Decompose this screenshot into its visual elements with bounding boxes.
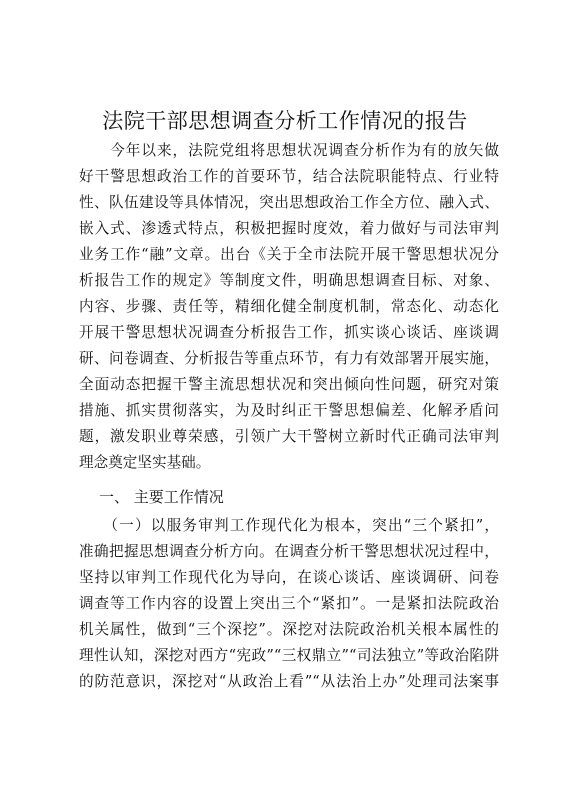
paragraph-line: 嵌入式、渗透式特点，积极把握时度效，着力做好与司法审判 (79, 220, 499, 237)
paragraph-line: 措施、抓实贯彻落实，为及时纠正干警思想偏差、化解矛盾问 (79, 402, 499, 419)
paragraph-line: 业务工作“融”文章。出台《关于全市法院开展干警思想状况分 (79, 246, 499, 263)
paragraph-line: 析报告工作的规定》等制度文件，明确思想调查目标、对象、 (79, 272, 499, 289)
paragraph-line: 研、问卷调查、分析报告等重点环节，有力有效部署开展实施， (79, 350, 499, 367)
paragraph-line: 理性认知，深挖对西方“宪政”“三权鼎立”“司法独立”等政治陷阱 (79, 647, 499, 664)
paragraph-line: （一）以服务审判工作现代化为根本，突出“三个紧扣”， (79, 517, 499, 534)
paragraph-line: 性、队伍建设等具体情况，突出思想政治工作全方位、融入式、 (79, 194, 499, 211)
paragraph-line: 坚持以审判工作现代化为导向，在谈心谈话、座谈调研、问卷 (79, 569, 499, 586)
paragraph-line: 准确把握思想调查分析方向。在调查分析干警思想状况过程中， (79, 543, 499, 560)
paragraph-line: 理念奠定坚实基础。 (79, 454, 211, 471)
paragraph-line: 题，激发职业尊荣感，引领广大干警树立新时代正确司法审判 (79, 428, 499, 445)
section-heading: 一、 主要工作情况 (99, 488, 224, 506)
paragraph-line: 全面动态把握干警主流思想状况和突出倾向性问题，研究对策 (79, 376, 499, 393)
paragraph-line: 调查等工作内容的设置上突出三个“紧扣”。一是紧扣法院政治 (79, 595, 499, 612)
paragraph-line: 内容、步骤、责任等，精细化健全制度机制，常态化、动态化 (79, 298, 499, 315)
document-title: 法院干部思想调查分析工作情况的报告 (102, 109, 468, 133)
paragraph-line: 机关属性，做到“三个深挖”。深挖对法院政治机关根本属性的 (79, 621, 499, 638)
paragraph-line: 的防范意识，深挖对“从政治上看”“从法治上办”处理司法案事 (79, 673, 499, 690)
paragraph-line: 好干警思想政治工作的首要环节，结合法院职能特点、行业特 (79, 168, 499, 185)
paragraph-line: 今年以来，法院党组将思想状况调查分析作为有的放矢做 (79, 142, 499, 159)
paragraph-line: 开展干警思想状况调查分析报告工作，抓实谈心谈话、座谈调 (79, 324, 499, 341)
